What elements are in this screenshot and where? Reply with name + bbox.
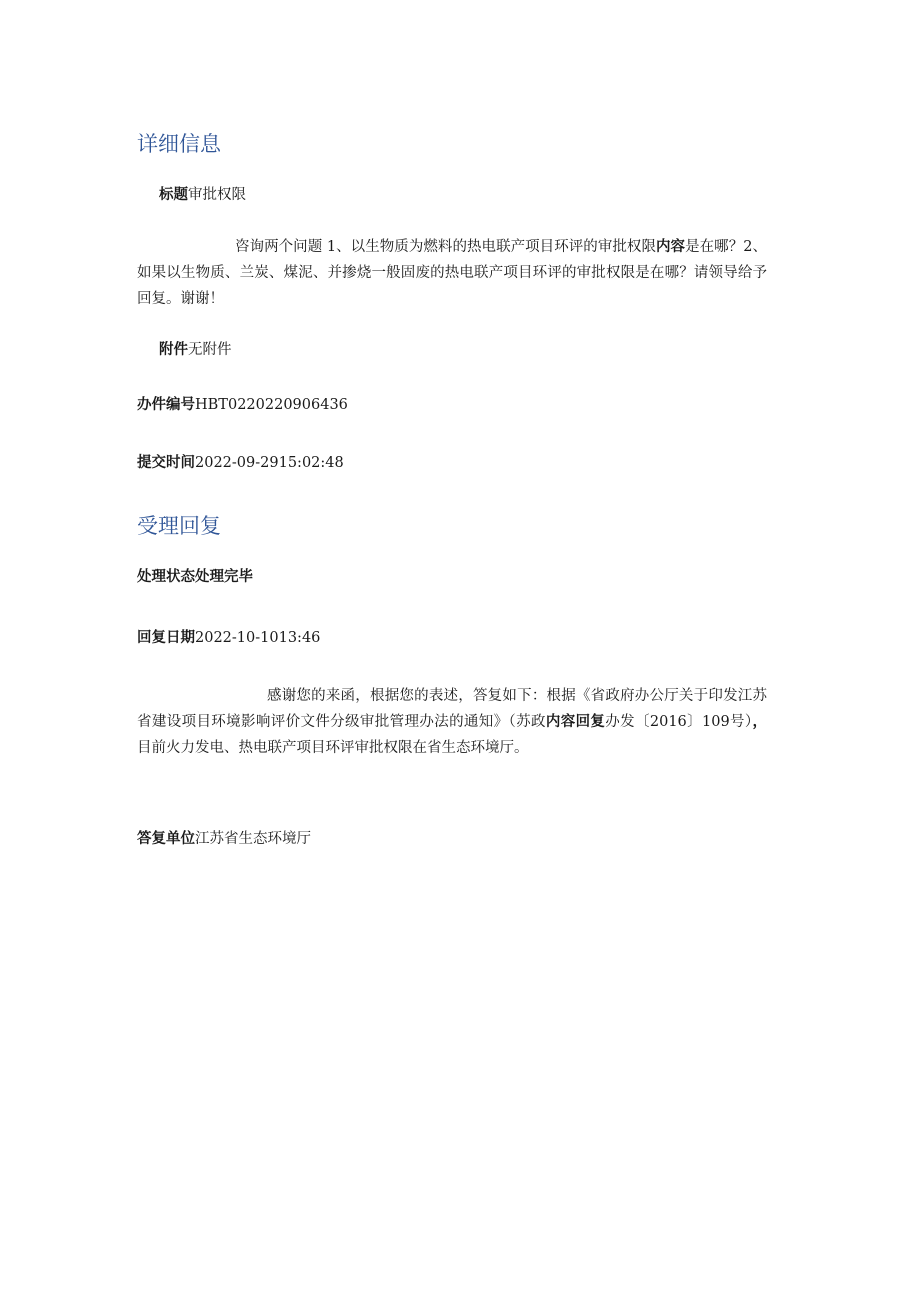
status-label: 处理状态 [137,569,195,585]
case-number-value: HBT0220220906436 [195,397,348,413]
reply-unit-label: 答复单位 [137,831,195,847]
reply-date-label: 回复日期 [137,630,195,646]
reply-date-field [137,631,320,646]
reply-date-value: 2022-10-1013:46 [195,630,321,646]
submit-time-value: 2022-09-2915:02:48 [195,455,344,471]
reply-text-2: 办发〔2016〕109号） [605,714,753,730]
title-value: 审批权限 [188,187,246,203]
status-field [137,570,253,585]
submit-time-field [137,456,344,471]
case-number-label: 办件编号 [137,397,195,413]
inquiry-text-1: 咨询两个问题 1、以生物质为燃料的热电联产项目环评的审批权限 [235,239,656,255]
reply-bold-2: ， [752,714,768,730]
title-label: 标题 [159,187,188,203]
reply-bold-1: 内容回复 [545,714,606,730]
reply-unit-value: 江苏省生态环境厅 [195,831,311,847]
submit-time-label: 提交时间 [137,455,195,471]
attachment-field [159,343,232,358]
reply-text-3: 目前火力发电、热电联产项目环评审批权限在省生态环境厅。 [137,740,529,756]
case-number-field [137,398,348,413]
title-field [159,188,246,203]
inquiry-content [137,234,767,312]
attachment-value: 无附件 [188,342,232,358]
reply-heading: 受理回复 [137,514,221,538]
status-value: 处理完毕 [195,569,253,585]
reply-content [137,683,767,761]
inquiry-text-2: 是在哪？2、如果以生物质、兰炭、煤泥、并掺烧一般固废的热电联产项目环评的审批权限是在哪？请领导给予回复。谢谢！ [137,239,767,307]
attachment-label: 附件 [159,342,188,358]
detail-heading: 详细信息 [137,132,221,156]
reply-unit-field [137,832,311,847]
inquiry-bold: 内容 [656,239,686,255]
reply-text-1: 感谢您的来函，根据您的表述，答复如下：根据《省政府办公厅关于印发江苏省建设项目环境影响评价文件分级审批管理办法的通知》（苏政 [137,688,767,730]
